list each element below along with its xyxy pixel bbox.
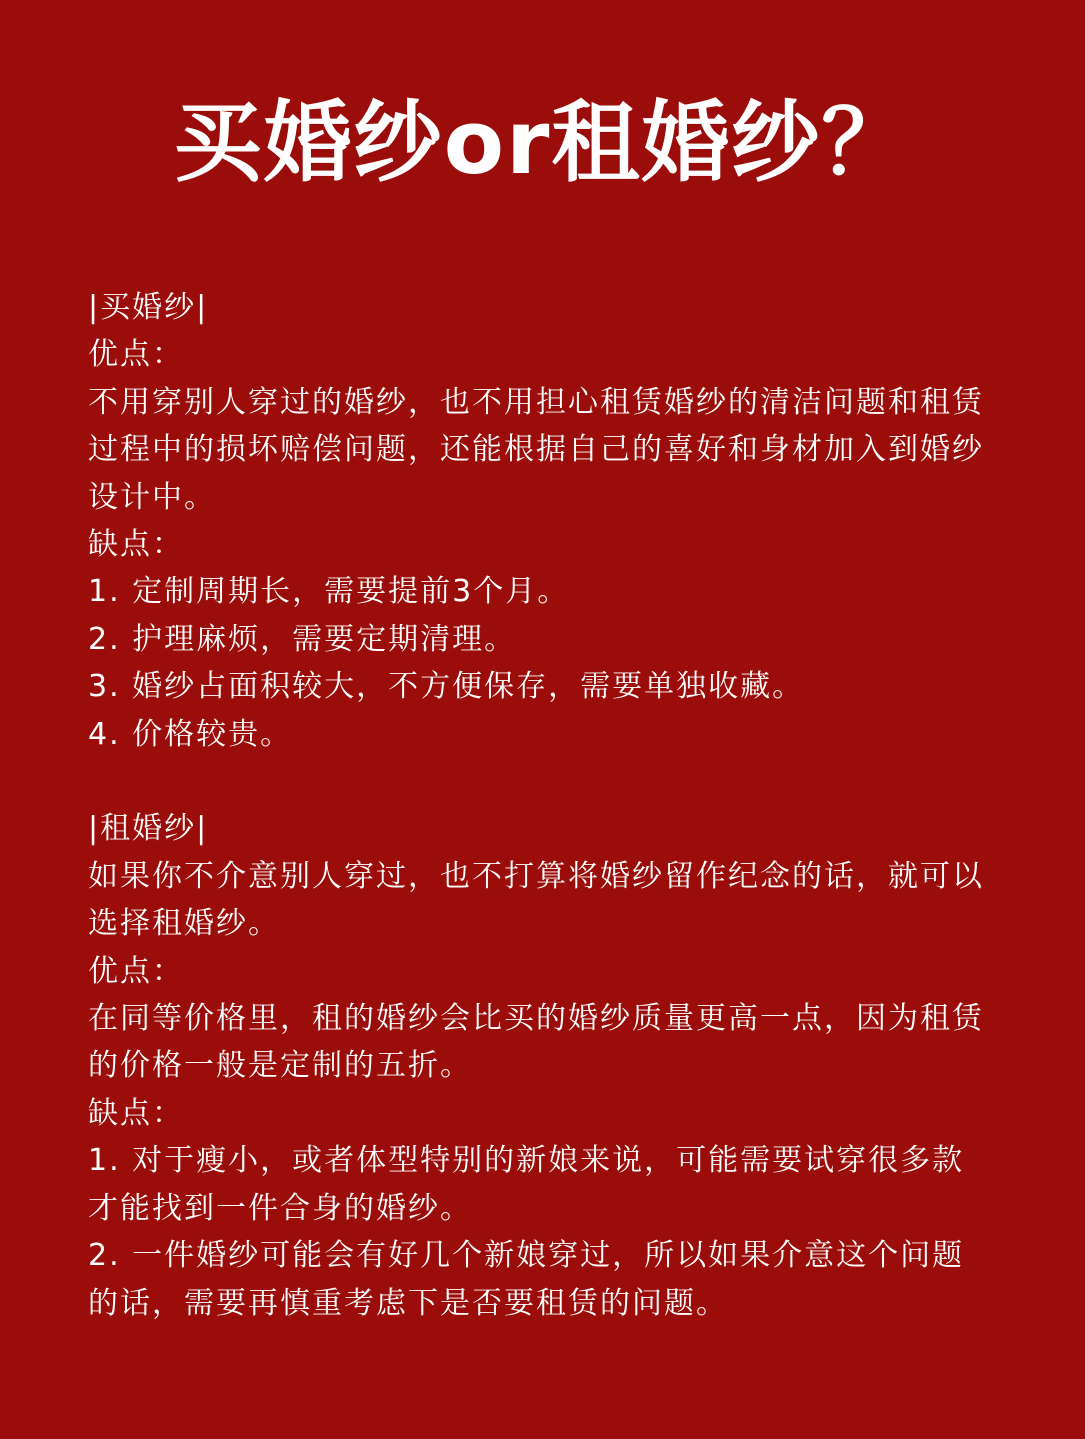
section-spacer bbox=[88, 758, 988, 805]
page-title: 买婚纱or租婚纱？ bbox=[173, 91, 912, 194]
rent-intro: 如果你不介意别人穿过，也不打算将婚纱留作纪念的话，就可以选择租婚纱。 bbox=[88, 858, 984, 942]
buy-cons-item: 3. 婚纱占面积较大，不方便保存，需要单独收藏。 bbox=[88, 669, 805, 705]
buy-cons-item: 4. 价格较贵。 bbox=[88, 716, 293, 752]
buy-section bbox=[88, 284, 988, 758]
rent-pros-text: 在同等价格里，租的婚纱会比买的婚纱质量更高一点，因为租赁的价格一般是定制的五折。 bbox=[88, 1001, 984, 1084]
rent-section bbox=[88, 805, 988, 1326]
rent-cons-item: 1. 对于瘦小，或者体型特别的新娘来说，可能需要试穿很多款才能找到一件合身的婚纱。 bbox=[88, 1143, 965, 1226]
buy-pros-text: 不用穿别人穿过的婚纱，也不用担心租赁婚纱的清洁问题和租赁过程中的损坏赔偿问题，还能根据自己的喜好和身材加入到婚纱设计中。 bbox=[88, 384, 984, 515]
rent-heading: |租婚纱| bbox=[88, 811, 209, 847]
rent-cons-label: 缺点： bbox=[88, 1095, 184, 1131]
buy-cons-label: 缺点： bbox=[88, 527, 184, 563]
buy-pros-label: 优点： bbox=[88, 337, 184, 373]
buy-cons-item: 2. 护理麻烦，需要定期清理。 bbox=[88, 621, 517, 657]
rent-cons-item: 2. 一件婚纱可能会有好几个新娘穿过，所以如果介意这个问题的话，需要再慎重考虑下是否要租赁的问题。 bbox=[88, 1238, 965, 1321]
rent-pros-label: 优点： bbox=[88, 953, 184, 989]
buy-cons-item: 1. 定制周期长，需要提前3个月。 bbox=[88, 574, 570, 610]
article-body bbox=[88, 284, 988, 1327]
buy-heading: |买婚纱| bbox=[88, 290, 209, 325]
